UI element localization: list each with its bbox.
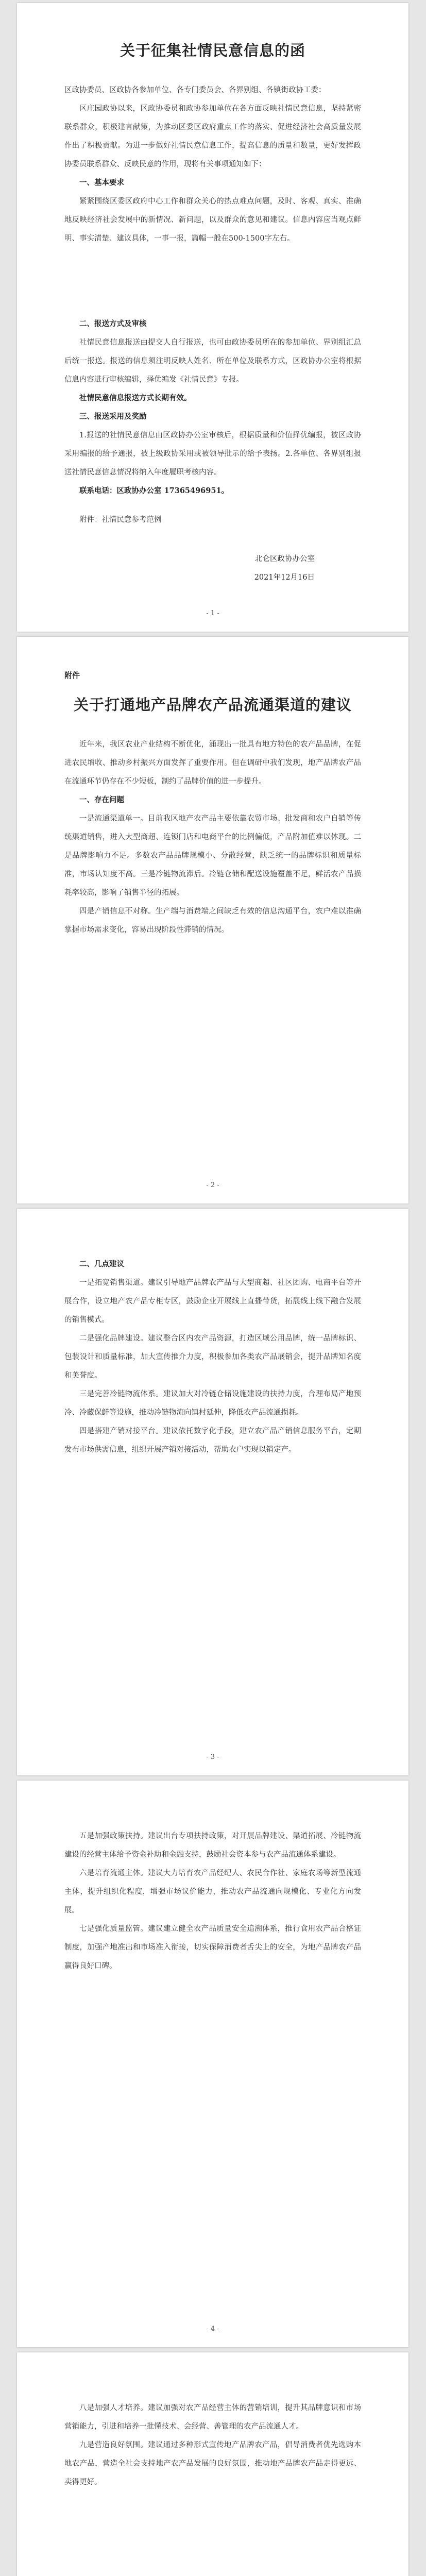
suggestion-8: 八是加强人才培养。建议加强对农产品经营主体的营销培训，提升其品牌意识和市场营销能力，引进和培养一批懂技术、会经营、善管理的农产品流通人才。 [64,2404,361,2431]
contact-line: 联系电话：区政协办公室 17365496951。 [79,486,229,495]
suggestion-5: 五是加强政策扶持。建议出台专项扶持政策，对开展品牌建设、渠道拓展、冷链物流建设的经营主体给予资金补助和金融支持，鼓励社会资本参与农产品流通体系建设。 [64,1832,361,1859]
page-3-content [64,1255,361,1459]
document-page-5 [17,2352,408,2576]
attachment-problems-body: 一是流通渠道单一。目前我区地产农产品主要依靠农贸市场、批发商和农户自销等传统渠道销售，进入大型商超、连锁门店和电商平台的比例偏低，产品附加值难以体现。二是品牌影响力不足。多数农产品品牌规模小、分散经营，缺乏统一的品牌标识和质量标准，市场认知度不高。三是冷链物流滞后。冷链仓储和配送设施覆盖不足，鲜活农产品损耗率较高，影响了销售半径的拓展。 [64,815,361,897]
section-heading-1: 一、基本要求 [79,178,124,187]
document-page-1 [17,3,408,632]
intro-paragraph: 区庄园政协以来，区政协委员和政协参加单位在各方面反映社情民意信息，坚持紧密联系群众，积极建言献策，为推动区委区政府重点工作的落实、促进经济社会高质量发展作出了积极贡献。为进一步做好社情民意信息工作，提高信息的质量和数量，更好发挥政协委员联系群众、反映民意的作用，现将有关事项通知如下： [64,105,361,168]
salutation: 区政协委员、区政协各参加单位、各专门委员会、各界别组、各镇街政协工委： [64,86,326,94]
section-1-body: 紧紧围绕区委区政府中心工作和群众关心的热点难点问题，及时、客观、真实、准确地反映经济社会发展中的新情况、新问题，以及群众的意见和建议。信息内容应当观点鲜明、事实清楚、建议具体，一事一报，篇幅一般在500-1500字左右。 [64,197,361,243]
section-2-body: 社情民意信息报送由提交人自行报送，也可由政协委员所在的参加单位、界别组汇总后统一报送。报送的信息须注明反映人姓名、所在单位及联系方式，区政协办公室将根据信息内容进行审核编辑，择优编发《社情民意》专报。 [64,338,361,384]
suggestion-2: 二是强化品牌建设。建议整合区内农产品资源，打造区域公用品牌，统一品牌标识、包装设计和质量标准，加大宣传推介力度，积极参加各类农产品展销会，提升品牌知名度和美誉度。 [64,1334,361,1380]
signing-organization: 北仑区政协办公室 [255,555,315,563]
attachment-line: 附件：社情民意参考范例 [79,516,162,524]
attachment-problems-body-2: 四是产销信息不对称。生产端与消费端之间缺乏有效的信息沟通平台，农户难以准确掌握市场需求变化，容易出现阶段性滞销的情况。 [64,907,361,934]
page-number: - 4 - [206,2325,219,2333]
section-3-body: 1.报送的社情民意信息由区政协办公室审核后，根据质量和价值择优编报，被区政协采用编报的给予通报，被上级政协采用或被领导批示的给予表扬。2.各单位、各界别组报送社情民意信息情况将纳入年度履职考核内容。 [64,431,361,477]
suggestion-9: 九是营造良好氛围。建议通过多种形式宣传地产品牌农产品，倡导消费者优先选购本地农产品，营造全社会支持地产农产品发展的良好氛围，推动地产品牌农产品走得更远、卖得更好。 [64,2441,361,2486]
suggestion-7: 七是强化质量监管。建议建立健全农产品质量安全追溯体系，推行食用农产品合格证制度，加强产地准出和市场准入衔接，切实保障消费者舌尖上的安全，为地产品牌农产品赢得良好口碑。 [64,1925,361,1970]
suggestions-heading: 二、几点建议 [79,1260,124,1268]
suggestion-1: 一是拓宽销售渠道。建议引导地产品牌农产品与大型商超、社区团购、电商平台等开展合作，设立地产农产品专柜专区，鼓励企业开展线上直播带货，拓展线上线下融合发展的销售模式。 [64,1279,361,1324]
page-1-content [64,39,361,587]
signing-date: 2021年12月16日 [254,573,315,582]
suggestion-4: 四是搭建产销对接平台。建议依托数字化手段，建立农产品产销信息服务平台，定期发布市场供需信息，组织开展产销对接活动，帮助农户实现以销定产。 [64,1427,361,1454]
page-number: - 1 - [206,609,219,617]
page-4-content [64,1827,361,1975]
attachment-section-heading-1: 一、存在问题 [79,795,124,804]
page-2-content [64,668,361,939]
document-page-3 [17,1209,408,1775]
page-number: - 2 - [206,1181,219,1189]
page-5-content [64,2399,361,2492]
document-page-4 [17,1781,408,2347]
suggestion-6: 六是培育流通主体。建议大力培育农产品经纪人、农民合作社、家庭农场等新型流通主体，提升组织化程度，增强市场议价能力，推动农产品流通向规模化、专业化方向发展。 [64,1869,361,1914]
document-page-2 [17,637,408,1204]
section-heading-3: 三、报送采用及奖励 [79,412,147,421]
document-title: 关于征集社情民意信息的函 [120,42,305,59]
section-heading-2: 二、报送方式及审核 [79,319,147,328]
section-2-note: 社情民意信息报送方式长期有效。 [79,394,192,402]
suggestion-3: 三是完善冷链物流体系。建议加大对冷链仓储设施建设的扶持力度，合理布局产地预冷、冷藏保鲜等设施，推动冷链物流向镇村延伸，降低农产品流通损耗。 [64,1390,361,1417]
attachment-title: 关于打通地产品牌农产品流通渠道的建议 [73,696,352,714]
attachment-intro: 近年来，我区农业产业结构不断优化，涌现出一批具有地方特色的农产品品牌，在促进农民增收、推动乡村振兴方面发挥了重要作用。但在调研中我们发现，地产品牌农产品在流通环节仍存在不少短板，制约了品牌价值的进一步提升。 [64,740,361,786]
page-number: - 3 - [206,1753,219,1761]
attachment-label: 附件 [64,671,80,680]
